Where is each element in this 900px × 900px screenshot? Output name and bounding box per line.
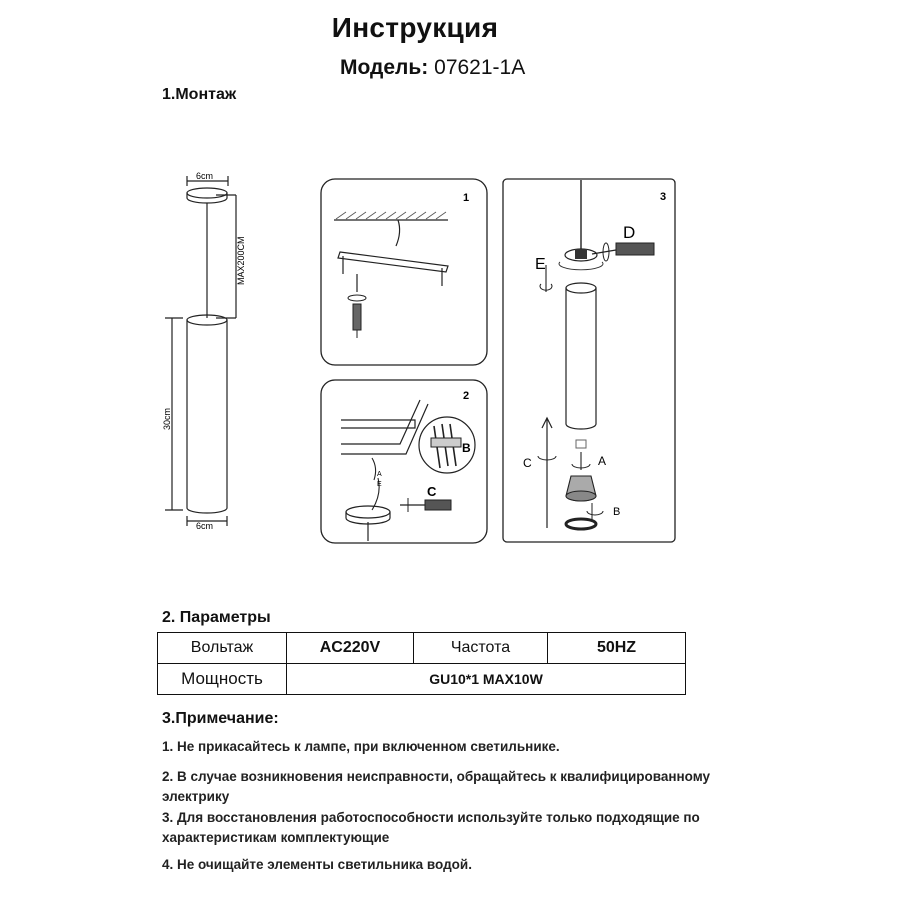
dim-cord-label: MAX200CM (236, 236, 246, 285)
model-label: Модель: (340, 56, 429, 79)
table-cell: GU10*1 MAX10W (287, 664, 686, 695)
step2-label-e: E (377, 481, 382, 488)
note-item: 4. Не очищайте элементы светильника водой. (162, 857, 472, 872)
step2-label-a: A (377, 471, 382, 478)
step3-number: 3 (660, 191, 667, 203)
note-item: 1. Не прикасайтесь к лампе, при включенном светильнике. (162, 739, 560, 754)
step3-label-d: D (623, 223, 636, 242)
dim-bottom-label: 6cm (196, 521, 214, 531)
terminal-block (353, 304, 361, 330)
step3-label-a: A (598, 454, 607, 468)
table-row (158, 664, 686, 695)
connector-d (616, 243, 654, 255)
parameters-table (157, 632, 686, 695)
section-notes-heading: 3.Примечание: (162, 710, 279, 727)
step2-label-b: B (462, 441, 471, 455)
retaining-ring (566, 519, 596, 529)
table-cell: Мощность (158, 664, 287, 695)
step2-number: 2 (463, 390, 470, 402)
section-mounting-heading: 1.Монтаж (162, 86, 237, 103)
dim-top-label: 6cm (196, 171, 214, 181)
step2-label-c: C (427, 484, 437, 499)
table-cell: Частота (414, 633, 548, 664)
table-cell: Вольтаж (158, 633, 287, 664)
step1-panel (321, 179, 487, 365)
dim-body-label: 30cm (162, 407, 172, 430)
model-value: 07621-1A (434, 56, 526, 79)
step3-panel (503, 179, 675, 542)
step3-label-c: C (523, 456, 532, 470)
table-cell: AC220V (287, 633, 414, 664)
table-cell: 50HZ (548, 633, 686, 664)
note-item: 3. Для восстановления работоспособности используйте только подходящие по характеристикам комплектующие (162, 810, 700, 845)
section-parameters-heading: 2. Параметры (162, 609, 271, 626)
step3-label-e: E (535, 256, 546, 273)
connector-c (425, 500, 451, 510)
step2-panel (321, 380, 487, 543)
lamp-dimension-drawing (165, 176, 236, 526)
step3-label-b: B (613, 506, 621, 518)
note-item: 2. В случае возникновения неисправности, обращайтесь к квалифицированному электрику (162, 769, 711, 804)
step1-number: 1 (463, 192, 470, 204)
table-row (158, 633, 686, 664)
mounting-bracket (338, 252, 448, 272)
wire-from-ceiling (396, 220, 400, 246)
ceiling-canopy (187, 188, 227, 198)
document-title: Инструкция (331, 12, 499, 43)
canopy (346, 506, 390, 518)
